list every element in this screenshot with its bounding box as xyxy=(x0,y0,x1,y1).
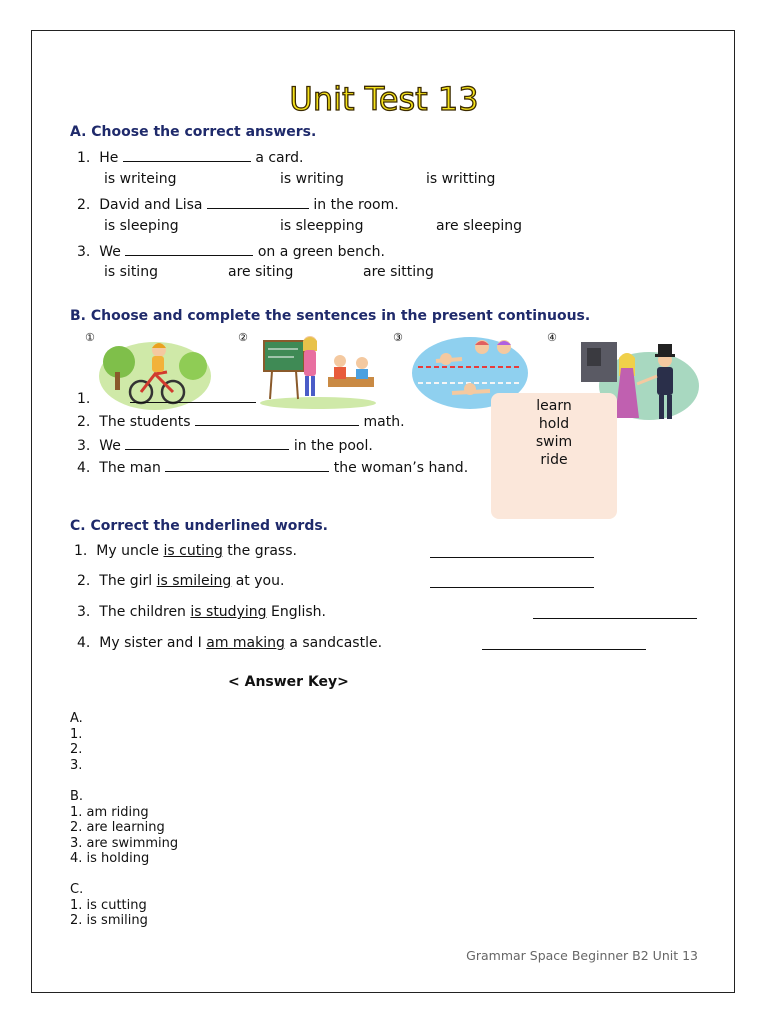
classroom-illustration xyxy=(258,333,378,411)
question-number: 2. xyxy=(77,414,91,430)
answer-key-label: B. xyxy=(70,789,84,804)
option-a2-1[interactable]: is sleeping xyxy=(104,218,179,234)
page-footer: Grammar Space Beginner B2 Unit 13 xyxy=(466,948,698,963)
picture-number-2: ② xyxy=(238,331,248,344)
answer-key-heading: < Answer Key> xyxy=(228,674,349,690)
question-a3 xyxy=(77,242,385,260)
sentence-text-before: We xyxy=(99,438,121,454)
question-text-before: David and Lisa xyxy=(99,197,203,213)
question-text-after: a sandcastle. xyxy=(289,635,383,651)
question-number: 2. xyxy=(77,197,91,213)
answer-key-line: 2. are learning xyxy=(70,820,165,835)
word-box-item: ride xyxy=(540,452,568,468)
answer-key-line: 1. xyxy=(70,726,83,742)
sentence-text-after: in the pool. xyxy=(293,438,373,454)
answer-key-line: 2. is smiling xyxy=(70,913,148,928)
option-a1-2[interactable]: is writing xyxy=(280,171,344,187)
sentence-text-after: math. xyxy=(363,414,405,430)
option-a2-2[interactable]: is sleepping xyxy=(280,218,364,234)
question-text-after: the grass. xyxy=(227,543,297,559)
answer-blank[interactable] xyxy=(207,195,309,209)
option-a1-1[interactable]: is writeing xyxy=(104,171,177,187)
correction-blank-3[interactable] xyxy=(533,605,697,619)
question-text-after: on a green bench. xyxy=(257,244,386,260)
answer-key-b xyxy=(70,789,178,867)
answer-blank[interactable] xyxy=(125,242,253,256)
section-a-heading: A. Choose the correct answers. xyxy=(70,124,317,140)
sentence-text-after: the woman’s hand. xyxy=(333,460,469,476)
section-b-heading: B. Choose and complete the sentences in the present continuous. xyxy=(70,308,591,324)
question-a2 xyxy=(77,195,399,213)
word-box xyxy=(491,393,617,519)
question-c2 xyxy=(77,573,284,589)
answer-key-line: 1. is cutting xyxy=(70,897,147,913)
answer-blank[interactable] xyxy=(125,436,289,450)
sentence-text-before: The students xyxy=(99,414,191,430)
question-text-after: English. xyxy=(270,604,326,620)
question-text-after: a card. xyxy=(255,150,304,166)
answer-blank[interactable] xyxy=(123,148,251,162)
option-a1-3[interactable]: is writting xyxy=(426,171,496,187)
correction-blank-1[interactable] xyxy=(430,544,594,558)
question-c1 xyxy=(74,543,297,559)
answer-key-label: A. xyxy=(70,711,83,726)
answer-key-line: 3. are swimming xyxy=(70,835,179,851)
page-title: Unit Test 13 xyxy=(289,80,479,118)
question-number: 4. xyxy=(77,460,91,476)
question-c4 xyxy=(77,635,382,651)
word-box-item: learn xyxy=(536,398,572,414)
question-number: 3. xyxy=(77,604,91,620)
sentence-b3 xyxy=(77,436,373,454)
answer-blank[interactable] xyxy=(195,412,359,426)
underlined-word: am making xyxy=(206,635,285,651)
option-a3-1[interactable]: is siting xyxy=(104,264,158,280)
underlined-word: is cuting xyxy=(163,543,223,559)
picture-number-1: ① xyxy=(85,331,95,344)
option-a3-3[interactable]: are sitting xyxy=(363,264,434,280)
question-text-after: at you. xyxy=(235,573,285,589)
correction-blank-4[interactable] xyxy=(482,636,646,650)
correction-blank-2[interactable] xyxy=(430,574,594,588)
word-box-item: hold xyxy=(538,416,570,432)
question-c3 xyxy=(77,604,326,620)
word-box-item: swim xyxy=(535,434,573,450)
question-number: 1. xyxy=(77,391,91,407)
underlined-word: is smileing xyxy=(156,573,232,589)
answer-key-line: 1. am riding xyxy=(70,804,149,820)
question-number: 2. xyxy=(77,573,91,589)
answer-blank[interactable] xyxy=(165,458,329,472)
question-number: 1. xyxy=(74,543,88,559)
picture-number-3: ③ xyxy=(393,331,403,344)
question-number: 4. xyxy=(77,635,91,651)
question-number: 3. xyxy=(77,244,91,260)
option-a2-3[interactable]: are sleeping xyxy=(436,218,523,234)
answer-key-c xyxy=(70,882,148,929)
question-text-after: in the room. xyxy=(313,197,399,213)
question-text-before: We xyxy=(99,244,121,260)
answer-key-a xyxy=(70,711,83,773)
section-c-heading: C. Correct the underlined words. xyxy=(70,518,328,534)
option-a3-2[interactable]: are siting xyxy=(228,264,294,280)
underlined-word: is studying xyxy=(190,604,267,620)
sentence-b4 xyxy=(77,458,468,476)
picture-number-4: ④ xyxy=(547,331,557,344)
question-text-before: The children xyxy=(99,604,186,620)
sentence-text-before: The man xyxy=(99,460,161,476)
answer-key-line: 2. xyxy=(70,742,83,757)
sentence-b1 xyxy=(77,389,256,407)
answer-key-line: 3. xyxy=(70,757,83,773)
answer-key-line: 4. is holding xyxy=(70,851,150,866)
answer-blank[interactable] xyxy=(130,389,256,403)
question-number: 3. xyxy=(77,438,91,454)
question-text-before: My sister and I xyxy=(99,635,202,651)
question-a1 xyxy=(77,148,303,166)
answer-key-label: C. xyxy=(70,882,84,897)
question-number: 1. xyxy=(77,150,91,166)
question-text-before: My uncle xyxy=(96,543,160,559)
sentence-b2 xyxy=(77,412,405,430)
question-text-before: The girl xyxy=(99,573,153,589)
question-text-before: He xyxy=(99,150,119,166)
